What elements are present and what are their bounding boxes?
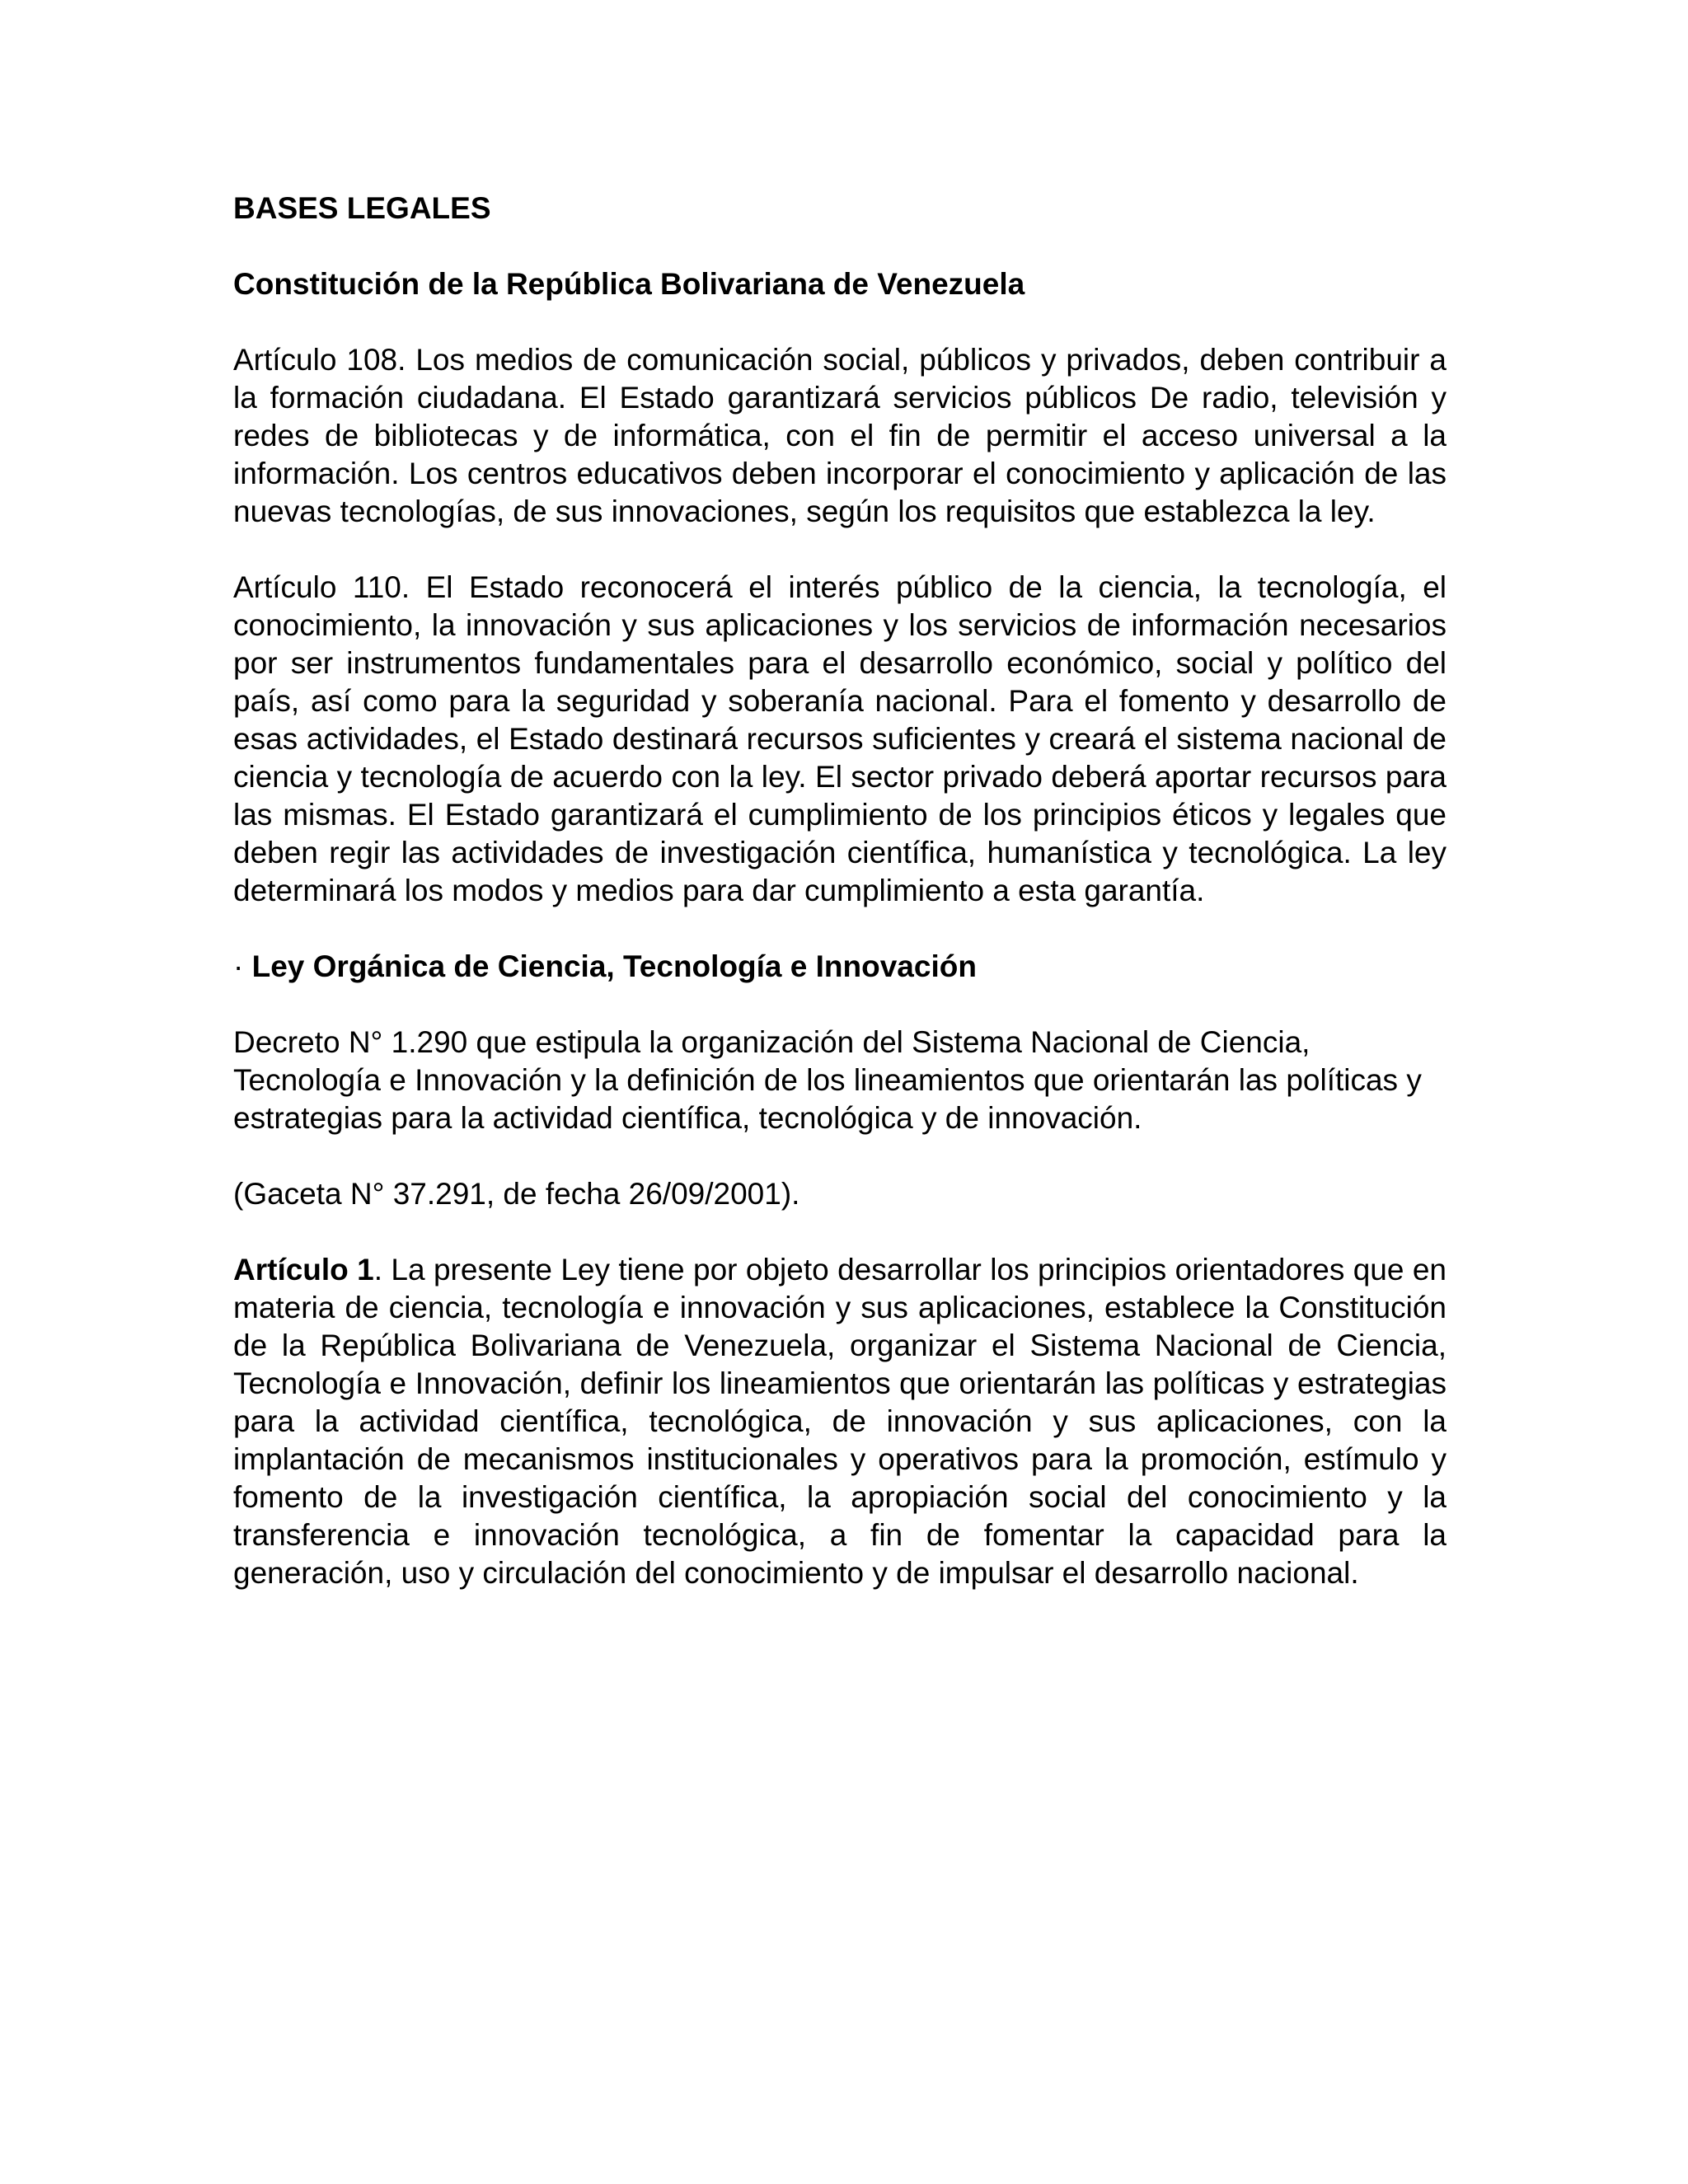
document-page — [233, 190, 1447, 1630]
section-heading-ley-organica — [233, 948, 1447, 986]
gaceta-paragraph: (Gaceta N° 37.291, de fecha 26/09/2001). — [233, 1177, 800, 1211]
articulo-1-text: . La presente Ley tiene por objeto desarrollar los principios orientadores que en materia de ciencia, tecnología e innovación y sus aplicaciones, establece la Constitución de la República Bolivariana de Venezuela, organizar el Sistema Nacional de Ciencia, Tecnología e Innovación, definir los lineamientos que orientarán las políticas y estrategias para la actividad científica, tecnológica, de innovación y sus aplicaciones, con la implantación de mecanismos institucionales y operativos para la promoción, estímulo y fomento de la investigación científica, la apropiación social del conocimiento y la transferencia e innovación tecnológica, a fin de fomentar la capacidad para la generación, uso y circulación del conocimiento y de impulsar el desarrollo nacional. — [233, 1253, 1447, 1590]
articulo-1-paragraph — [233, 1251, 1447, 1592]
articulo-1-label: Artículo 1 — [233, 1253, 374, 1286]
decreto-paragraph: Decreto N° 1.290 que estipula la organización del Sistema Nacional de Ciencia, Tecnología e Innovación y la definición de los lineamientos que orientarán las políticas y estrategias para la actividad científica, tecnológica y de innovación. — [233, 1025, 1422, 1135]
page-heading: BASES LEGALES — [233, 191, 491, 225]
articulo-110-paragraph: Artículo 110. El Estado reconocerá el interés público de la ciencia, la tecnología, el conocimiento, la innovación y sus aplicaciones y los servicios de información necesarios por ser instrumentos fundamentales para el desarrollo económico, social y político del país, así como para la seguridad y soberanía nacional. Para el fomento y desarrollo de esas actividades, el Estado destinará recursos suficientes y creará el sistema nacional de ciencia y tecnología de acuerdo con la ley. El sector privado deberá aportar recursos para las mismas. El Estado garantizará el cumplimiento de los principios éticos y legales que deben regir las actividades de investigación científica, humanística y tecnológica. La ley determinará los modos y medios para dar cumplimiento a esta garantía. — [233, 570, 1447, 907]
articulo-108-paragraph: Artículo 108. Los medios de comunicación social, públicos y privados, deben contribuir a la formación ciudadana. El Estado garantizará servicios públicos De radio, televisión y redes de bibliotecas y de informática, con el fin de permitir el acceso universal a la información. Los centros educativos deben incorporar el conocimiento y aplicación de las nuevas tecnologías, de sus innovaciones, según los requisitos que establezca la ley. — [233, 343, 1447, 528]
bullet-marker: · — [233, 949, 244, 983]
section-title-constitucion: Constitución de la República Bolivariana de Venezuela — [233, 267, 1025, 301]
section-title-ley-organica: Ley Orgánica de Ciencia, Tecnología e Innovación — [251, 949, 977, 983]
